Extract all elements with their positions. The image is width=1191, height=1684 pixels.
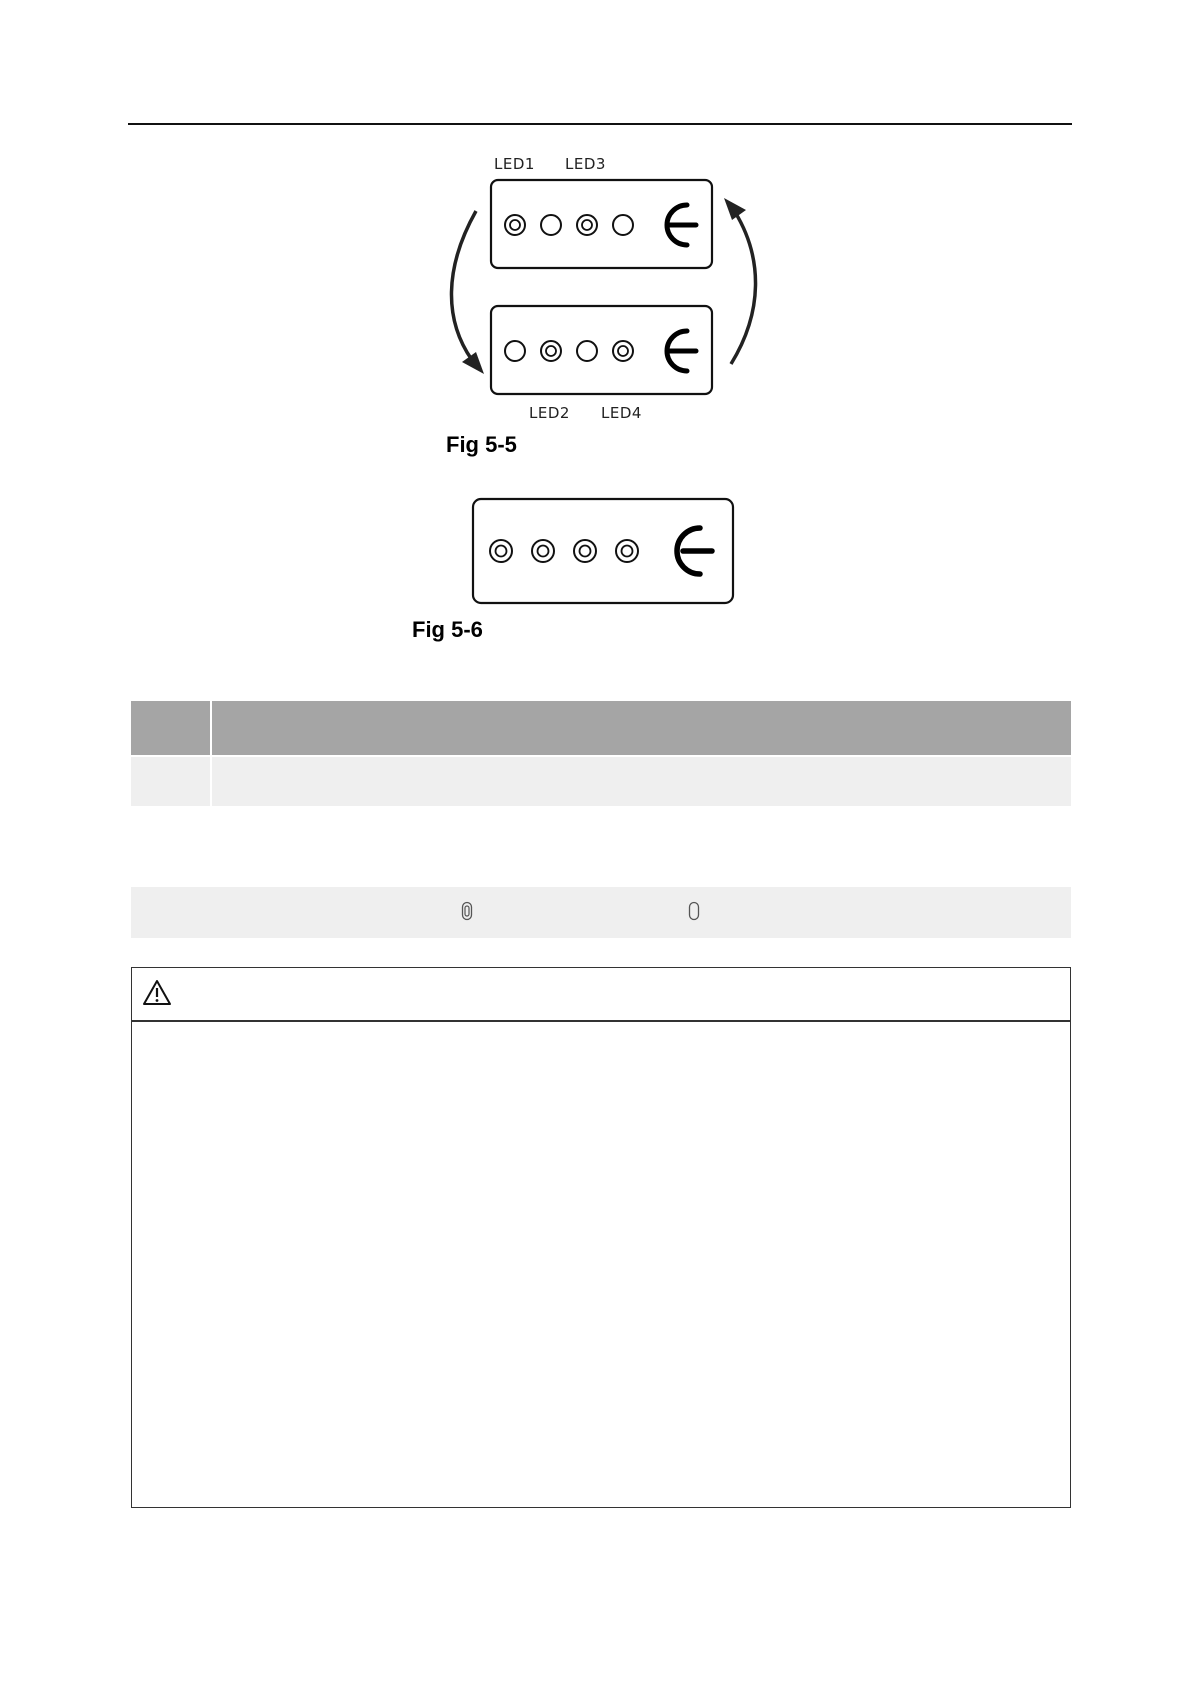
led3-label: LED3 <box>565 155 606 173</box>
led-panel-all-on <box>473 499 733 603</box>
table-column-divider <box>210 757 212 806</box>
led2-label: LED2 <box>529 404 570 422</box>
fig-5-5-caption: Fig 5-5 <box>446 432 517 457</box>
caution-box <box>131 967 1071 1508</box>
table-row <box>131 757 1071 806</box>
led-on-icon <box>616 540 638 562</box>
led-off-icon <box>688 901 700 921</box>
table-header <box>131 701 1071 755</box>
note-bar <box>131 887 1071 938</box>
caution-header <box>132 968 1070 1022</box>
led-on-icon <box>490 540 512 562</box>
led-on-icon <box>461 901 473 921</box>
figure-5-6 <box>0 0 1191 620</box>
fig-5-6-caption: Fig 5-6 <box>412 617 483 642</box>
power-icon <box>677 528 712 574</box>
warning-triangle-icon <box>142 979 172 1007</box>
led-on-icon <box>532 540 554 562</box>
led1-label: LED1 <box>494 155 535 173</box>
led-on-icon <box>574 540 596 562</box>
led4-label: LED4 <box>601 404 642 422</box>
table-column-divider <box>210 701 212 755</box>
